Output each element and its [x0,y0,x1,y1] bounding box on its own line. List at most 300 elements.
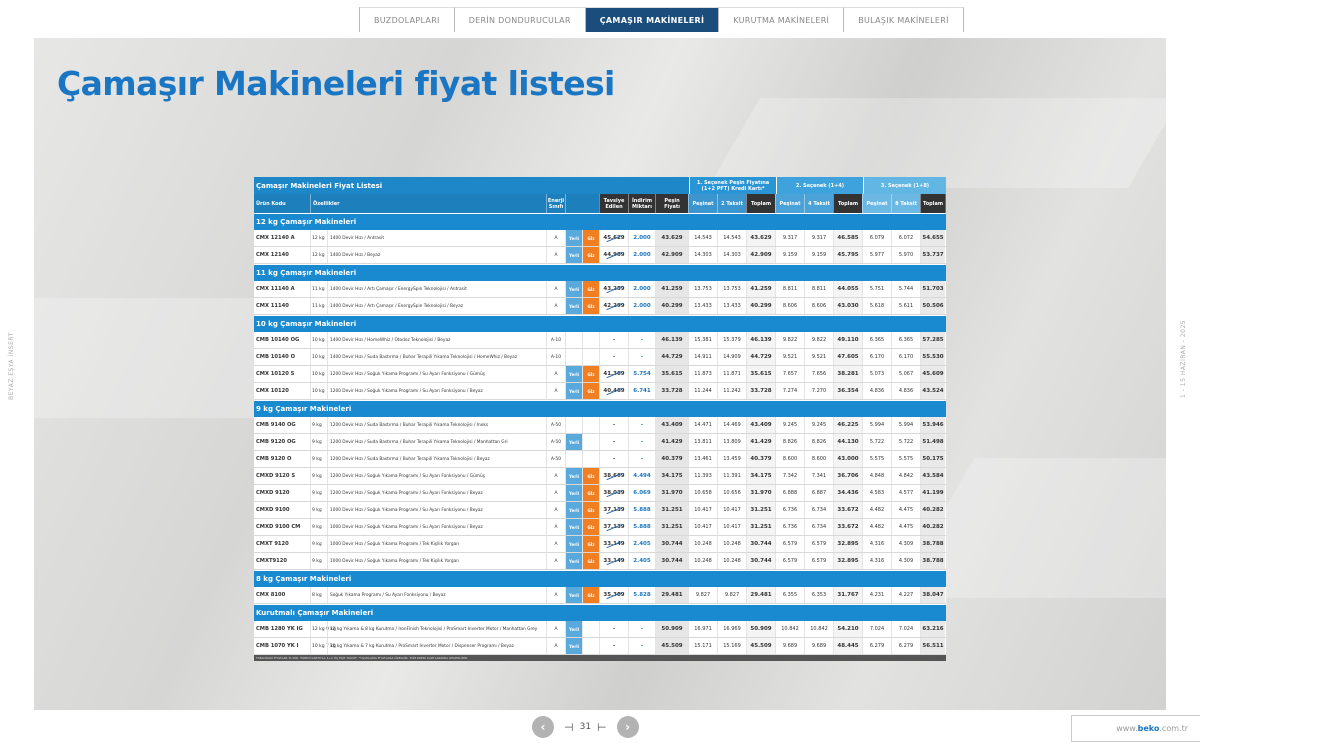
installment-value: 9.689 [775,638,804,654]
capacity: 10 kg 7 kg [310,638,327,654]
ek-badge [582,417,599,433]
table-row [254,485,946,502]
installment-value: 9.521 [775,349,804,365]
yerli-badge [565,417,582,433]
installment-value: 14.543 [688,230,717,246]
model-code: CMB 9120 O [256,456,292,462]
installment-total: 33.672 [833,519,862,535]
features: 1200 Devir Hızı / Suda Bastırma / Buhar Terapili Yıkama Teknolojisi / Inoks [327,417,546,433]
model-code: CMX 11140 A [256,286,295,292]
table-row [254,638,946,655]
discount: 2.000 [628,247,655,263]
installment-total: 41.429 [746,434,775,450]
installment-value: 9.827 [688,587,717,603]
yerli-badge: Yerli [565,298,582,314]
discount: 4.494 [628,468,655,484]
recommended-price: - [599,434,628,450]
installment-value: 4.482 [862,519,891,535]
installment-value: 9.245 [804,417,833,433]
category-tabs [359,7,964,32]
cash-price: 40.379 [655,451,688,467]
installment-value: 7.656 [804,366,833,382]
yerli-badge: Yerli [565,638,582,654]
discount: - [628,349,655,365]
table-title: Çamaşır Makineleri Fiyat Listesi [254,177,689,194]
ek-badge: Gİz [582,366,599,382]
recommended-price: 45.629 [599,230,628,246]
installment-value: 10.417 [688,519,717,535]
discount: 2.000 [628,281,655,297]
capacity: 11 kg [310,281,327,297]
installment-value: 7.270 [804,383,833,399]
installment-total: 31.251 [746,519,775,535]
yerli-badge [565,451,582,467]
installment-value: 8.826 [804,434,833,450]
table-row [254,553,946,570]
installment-value: 6.170 [891,349,920,365]
tab-2[interactable]: ÇAMAŞIR MAKİNELERİ [586,7,720,32]
discount: 5.888 [628,519,655,535]
installment-value: 6.734 [804,502,833,518]
model-code: CMX 8100 [256,592,286,598]
side-label-right: 1 - 15 HAZİRAN - 2025 [1180,319,1187,398]
installment-value: 6.279 [862,638,891,654]
page-title: Çamaşır Makineleri fiyat listesi [57,64,615,103]
yerli-badge [565,349,582,365]
installment-total: 46.139 [746,332,775,348]
model-code: CMB 1070 YK I [256,643,299,649]
installment-total: 43.000 [833,451,862,467]
cash-price: 35.615 [655,366,688,382]
cash-price: 31.251 [655,502,688,518]
col-model: Ürün Kodu [256,200,286,207]
recommended-price: 40.469 [599,383,628,399]
section-header: 9 kg Çamaşır Makineleri [254,400,946,417]
installment-total: 46.585 [833,230,862,246]
installment-value: 14.471 [688,417,717,433]
installment-value: 9.317 [775,230,804,246]
model-code: CMB 10140 OG [256,337,300,343]
ek-badge [582,451,599,467]
installment-total: 30.744 [746,553,775,569]
capacity: 10 kg [310,332,327,348]
installment-value: 15.169 [717,638,746,654]
installment-total: 34.175 [746,468,775,484]
installment-value: 6.734 [804,519,833,535]
installment-value: 6.579 [804,553,833,569]
ek-badge: Gİz [582,519,599,535]
installment-total: 44.130 [833,434,862,450]
table-row [254,281,946,298]
site-prefix: www. [1116,724,1138,733]
cash-price: 31.970 [655,485,688,501]
yerli-badge: Yerli [565,502,582,518]
cash-price: 46.139 [655,332,688,348]
energy-class: A [546,519,565,535]
ek-badge: Gİz [582,383,599,399]
table-row [254,434,946,451]
installment-value: 4.836 [862,383,891,399]
installment-value: 5.067 [891,366,920,382]
installment-value: 7.657 [775,366,804,382]
cash-price: 33.728 [655,383,688,399]
group-2-header: 2. Seçenek (1+4) [776,177,863,194]
section-header: 8 kg Çamaşır Makineleri [254,570,946,587]
model-code: CMB 10140 O [256,354,295,360]
installment-total: 56.511 [920,638,945,654]
model-code: CMX 11140 [256,303,289,309]
prev-page-button[interactable] [532,716,554,738]
capacity: 10 kg [310,383,327,399]
next-page-button[interactable] [617,716,639,738]
features: 1000 Devir Hızı / Soğuk Yıkama Programı / Su Ayarı Fonksiyonu / Beyaz [327,502,546,518]
features: 1400 Devir Hızı / Artı Çamaşır / EnergySpin Teknolojisi / Antrasit [327,281,546,297]
section-header: 10 kg Çamaşır Makineleri [254,315,946,332]
features: 1400 Devir Hızı / HomeWhiz / Otodoz Teknolojisi / Beyaz [327,332,546,348]
installment-value: 14.909 [717,349,746,365]
installment-value: 6.072 [891,230,920,246]
yerli-badge [565,332,582,348]
installment-total: 40.299 [746,298,775,314]
features: 1200 Devir Hızı / Soğuk Yıkama Programı / Su Ayarı Fonksiyonu / Beyaz [327,383,546,399]
col-g1-toplam: Toplam [746,194,775,213]
recommended-price: 33.149 [599,553,628,569]
features: 1000 Devir Hızı / Soğuk Yıkama Programı / Tek Kişilik Yorgan [327,536,546,552]
discount: - [628,417,655,433]
installment-value: 7.274 [775,383,804,399]
installment-value: 10.842 [804,621,833,637]
installment-total: 50.175 [920,451,945,467]
installment-value: 11.393 [688,468,717,484]
installment-value: 10.842 [775,621,804,637]
capacity: 9 kg [310,417,327,433]
features: 1000 Devir Hızı / Soğuk Yıkama Programı / Su Ayarı Fonksiyonu / Beyaz [327,519,546,535]
model-code: CMB 9140 OG [256,422,296,428]
installment-value: 4.842 [891,468,920,484]
recommended-price: - [599,349,628,365]
tab-4[interactable]: BULAŞIK MAKİNELERİ [844,7,964,32]
installment-value: 10.248 [717,536,746,552]
pagination [532,716,639,738]
installment-value: 14.911 [688,349,717,365]
installment-value: 7.342 [775,468,804,484]
last-page-icon[interactable]: ⊢ [597,720,607,734]
installment-value: 7.024 [891,621,920,637]
cash-price: 40.299 [655,298,688,314]
ek-badge [582,349,599,365]
model-code: CMB 1280 YK IG [256,626,303,632]
installment-value: 10.417 [688,502,717,518]
energy-class: A [546,230,565,246]
installment-value: 6.579 [804,536,833,552]
cash-price: 41.259 [655,281,688,297]
installment-total: 36.706 [833,468,862,484]
energy-class: A [546,298,565,314]
col-g1-taksit: 2 Taksit [717,194,746,213]
installment-value: 10.417 [717,502,746,518]
capacity: 9 kg [310,553,327,569]
section-header: Kurutmalı Çamaşır Makineleri [254,604,946,621]
installment-value: 9.822 [775,332,804,348]
section-header: 12 kg Çamaşır Makineleri [254,213,946,230]
installment-total: 32.895 [833,553,862,569]
features: 1200 Devir Hızı / Suda Bastırma / Buhar Terapili Yıkama Teknolojisi / Beyaz [327,451,546,467]
energy-class: A [546,638,565,654]
installment-total: 43.524 [920,383,945,399]
installment-value: 11.871 [717,366,746,382]
installment-total: 31.767 [833,587,862,603]
table-row [254,332,946,349]
capacity: 9 kg [310,502,327,518]
installment-value: 10.248 [688,536,717,552]
recommended-price: - [599,451,628,467]
ek-badge: Gİz [582,502,599,518]
recommended-price: 33.149 [599,536,628,552]
discount: 6.741 [628,383,655,399]
capacity: 10 kg [310,349,327,365]
installment-value: 4.316 [862,536,891,552]
discount: 2.000 [628,298,655,314]
website-link[interactable] [1071,715,1200,742]
capacity: 11 kg [310,298,327,314]
installment-value: 5.970 [891,247,920,263]
installment-value: 10.417 [717,519,746,535]
features: 10 kg Yıkama & 7 kg Kurutma / ProSmart Inverter Motor / Dispenser Programı / Beyaz [327,638,546,654]
discount: 2.405 [628,553,655,569]
ek-badge: Gİz [582,281,599,297]
model-code: CMXT9120 [256,558,287,564]
capacity: 12 kg [310,230,327,246]
installment-value: 5.977 [862,247,891,263]
section-header: 11 kg Çamaşır Makineleri [254,264,946,281]
price-table [254,177,946,661]
cash-price: 43.409 [655,417,688,433]
installment-total: 43.584 [920,468,945,484]
installment-value: 13.459 [717,451,746,467]
installment-value: 9.521 [804,349,833,365]
installment-value: 6.353 [804,587,833,603]
tab-1[interactable]: DERİN DONDURUCULAR [455,7,586,32]
installment-total: 38.788 [920,553,945,569]
energy-class: A [546,502,565,518]
energy-class: A [546,553,565,569]
installment-value: 9.159 [804,247,833,263]
yerli-badge: Yerli [565,468,582,484]
recommended-price: - [599,621,628,637]
installment-value: 5.575 [862,451,891,467]
model-code: CMB 9120 OG [256,439,296,445]
installment-value: 4.577 [891,485,920,501]
installment-total: 38.281 [833,366,862,382]
discount: 5.754 [628,366,655,382]
recommended-price: 42.299 [599,298,628,314]
table-column-header [254,194,946,213]
yerli-badge: Yerli [565,519,582,535]
installment-value: 5.073 [862,366,891,382]
installment-value: 4.482 [862,502,891,518]
energy-class: A [546,366,565,382]
installment-value: 14.303 [688,247,717,263]
capacity: 8 kg [310,587,327,603]
features: 1400 Devir Hızı / Beyaz [327,247,546,263]
installment-value: 11.873 [688,366,717,382]
recommended-price: 38.669 [599,468,628,484]
cash-price: 30.744 [655,553,688,569]
chevron-left-icon: ‹ [540,720,546,734]
yerli-badge: Yerli [565,230,582,246]
tab-3[interactable]: KURUTMA MAKİNELERİ [719,7,844,32]
model-code: CMX 10120 [256,388,289,394]
installment-total: 57.285 [920,332,945,348]
yerli-badge: Yerli [565,366,582,382]
yerli-badge: Yerli [565,553,582,569]
capacity: 10 kg [310,366,327,382]
installment-total: 30.744 [746,536,775,552]
yerli-badge: Yerli [565,485,582,501]
energy-class: A-50 [546,451,565,467]
ek-badge [582,621,599,637]
installment-value: 10.656 [717,485,746,501]
site-suffix: .com.tr [1159,724,1188,733]
discount: 6.069 [628,485,655,501]
installment-value: 14.469 [717,417,746,433]
installment-value: 13.433 [717,298,746,314]
ek-badge: Gİz [582,230,599,246]
installment-value: 6.355 [775,587,804,603]
yerli-badge: Yerli [565,621,582,637]
installment-total: 55.530 [920,349,945,365]
installment-total: 54.210 [833,621,862,637]
tab-0[interactable]: BUZDOLAPLARI [360,7,455,32]
installment-value: 8.600 [804,451,833,467]
installment-total: 51.498 [920,434,945,450]
energy-class: A-10 [546,332,565,348]
features: 1200 Devir Hızı / Soğuk Yıkama Programı / Su Ayarı Fonksiyonu / Beyaz [327,485,546,501]
installment-value: 5.751 [862,281,891,297]
installment-value: 10.658 [688,485,717,501]
table-row [254,349,946,366]
installment-total: 43.030 [833,298,862,314]
installment-value: 4.309 [891,553,920,569]
model-code: CMX 12140 [256,252,289,258]
installment-value: 5.722 [891,434,920,450]
col-g2-taksit: 4 Taksit [804,194,833,213]
installment-value: 5.744 [891,281,920,297]
installment-value: 16.969 [717,621,746,637]
yerli-badge: Yerli [565,247,582,263]
discount: - [628,621,655,637]
cash-price: 50.909 [655,621,688,637]
installment-total: 40.282 [920,519,945,535]
installment-total: 50.909 [746,621,775,637]
installment-value: 4.316 [862,553,891,569]
installment-value: 4.836 [891,383,920,399]
energy-class: A-10 [546,349,565,365]
yerli-badge: Yerli [565,587,582,603]
installment-total: 33.672 [833,502,862,518]
table-footnote: TABLODAKİ FİYATLAR TL'DİR. *KREDİ KARTIYLA 1+2 ÜÇ EŞİT TAKSİT. **AÇIKLAMA FİYATLARA ÖZELDİR. TÜM KREDİ KARTLARINDA GEÇERLİDİR. [254,655,946,661]
installment-value: 6.888 [775,485,804,501]
installment-value: 8.811 [775,281,804,297]
col-indirim: İndirim Miktarı [628,194,655,213]
energy-class: A [546,587,565,603]
ek-badge: Gİz [582,247,599,263]
capacity: 9 kg [310,468,327,484]
discount: 2.000 [628,230,655,246]
features: 1400 Devir Hızı / Artı Çamaşır / EnergySpin Teknolojisi / Beyaz [327,298,546,314]
table-row [254,502,946,519]
installment-value: 4.583 [862,485,891,501]
recommended-price: 38.039 [599,485,628,501]
capacity: 9 kg [310,434,327,450]
model-code: CMX 12140 A [256,235,295,241]
installment-total: 40.379 [746,451,775,467]
ek-badge: Gİz [582,485,599,501]
model-code: CMXT 9120 [256,541,289,547]
installment-value: 8.600 [775,451,804,467]
installment-value: 13.461 [688,451,717,467]
installment-value: 15.171 [688,638,717,654]
cash-price: 41.429 [655,434,688,450]
model-code: CMXD 9120 [256,490,290,496]
table-row [254,536,946,553]
recommended-price: 37.139 [599,502,628,518]
installment-value: 5.994 [891,417,920,433]
installment-value: 14.303 [717,247,746,263]
table-row [254,417,946,434]
installment-total: 41.199 [920,485,945,501]
recommended-price: 44.909 [599,247,628,263]
discount: - [628,332,655,348]
col-g2-toplam: Toplam [833,194,862,213]
installment-total: 33.728 [746,383,775,399]
installment-total: 53.737 [920,247,945,263]
recommended-price: - [599,417,628,433]
table-row [254,451,946,468]
energy-class: A [546,383,565,399]
installment-value: 14.543 [717,230,746,246]
installment-total: 40.282 [920,502,945,518]
cash-price: 43.629 [655,230,688,246]
installment-value: 16.971 [688,621,717,637]
installment-value: 4.309 [891,536,920,552]
features: Soğuk Yıkama Programı / Su Ayarı Fonksiyonu / Beyaz [327,587,546,603]
energy-class: A-50 [546,417,565,433]
cash-price: 29.481 [655,587,688,603]
installment-value: 10.248 [688,553,717,569]
first-page-icon[interactable]: ⊣ [564,720,574,734]
discount: - [628,638,655,654]
yerli-badge: Yerli [565,281,582,297]
ek-badge: Gİz [582,587,599,603]
table-row [254,247,946,264]
discount: 2.405 [628,536,655,552]
installment-total: 44.055 [833,281,862,297]
col-g3-toplam: Toplam [920,194,945,213]
col-tavsiye: Tavsiye Edilen [599,194,628,213]
table-row [254,621,946,638]
capacity: 12 kg 9 kg [310,621,327,637]
features: 1400 Devir Hızı / Suda Bastırma / Buhar Terapili Yıkama Teknolojisi / HomeWhiz / Beyaz [327,349,546,365]
installment-value: 5.611 [891,298,920,314]
installment-total: 41.259 [746,281,775,297]
installment-value: 4.227 [891,587,920,603]
table-row [254,587,946,604]
installment-total: 31.251 [746,502,775,518]
installment-total: 44.729 [746,349,775,365]
installment-total: 46.225 [833,417,862,433]
installment-value: 6.579 [775,553,804,569]
